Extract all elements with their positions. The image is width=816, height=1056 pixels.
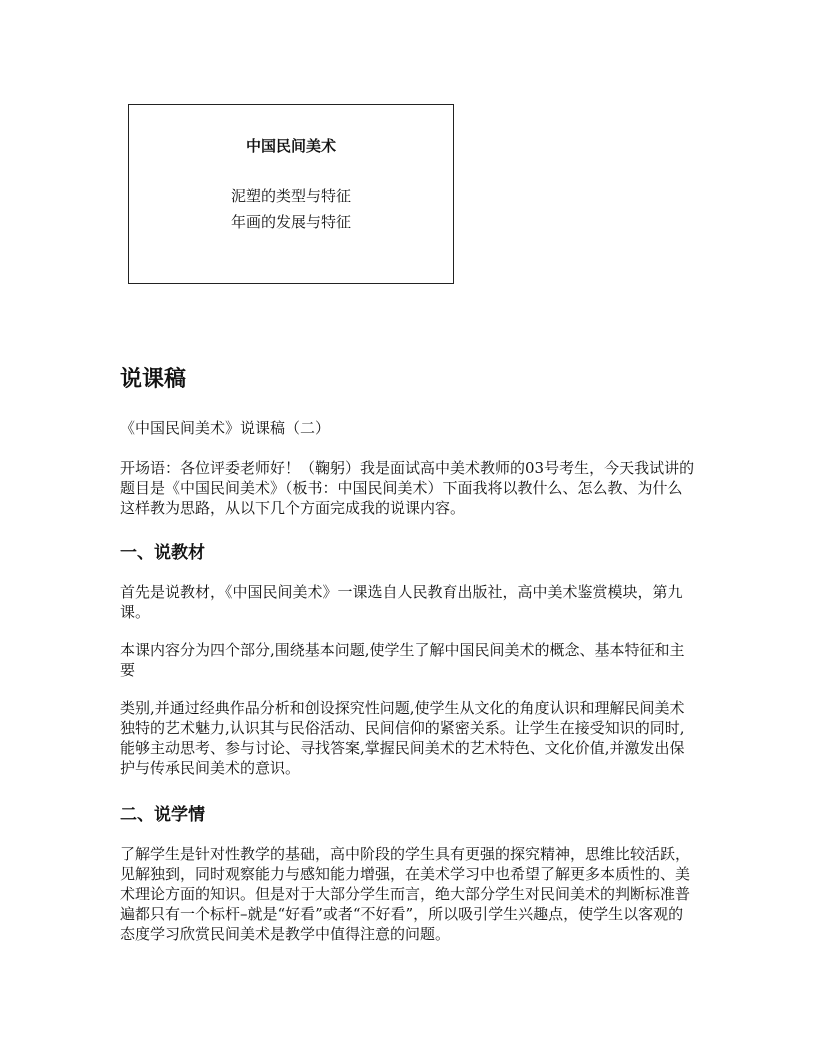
section-heading-learners: 二、说学情 [120, 805, 205, 825]
document-title: 说课稿 [120, 367, 187, 392]
opening-paragraph: 开场语：各位评委老师好！（鞠躬）我是面试高中美术教师的03号考生，今天我试讲的题目是《中国民间美术》（板书：中国民间美术）下面我将以教什么、怎么教、为什么这样教为思路，从以下几个方面完成我的说课内容。 [120, 459, 695, 517]
blackboard-summary-box [128, 104, 454, 284]
textbook-paragraph-1: 首先是说教材，《中国民间美术》一课选自人民教育出版社，高中美术鉴赏模块，第九课。 [120, 583, 683, 621]
board-title: 中国民间美术 [245, 137, 336, 155]
textbook-paragraph-2: 本课内容分为四个部分,围绕基本问题,使学生了解中国民间美术的概念、基本特征和主要 [120, 641, 685, 679]
learners-paragraph: 了解学生是针对性教学的基础，高中阶段的学生具有更强的探究精神，思维比较活跃，见解独到，同时观察能力与感知能力增强，在美术学习中也希望了解更多本质性的、美术理论方面的知识。但是对于大部分学生而言，绝大部分学生对民间美术的判断标准普遍都只有一个标杆–就是“好看”或者“不好看”，所以吸引学生兴趣点，使学生以客观的态度学习欣赏民间美术是教学中值得注意的问题。 [120, 845, 691, 943]
document-subtitle: 《中国民间美术》说课稿（二） [120, 419, 331, 437]
section-heading-textbook: 一、说教材 [120, 543, 205, 563]
board-line-clay-sculpture: 泥塑的类型与特征 [230, 187, 351, 205]
board-line-new-year-painting: 年画的发展与特征 [230, 213, 351, 231]
textbook-paragraph-3: 类别,并通过经典作品分析和创设探究性问题,使学生从文化的角度认识和理解民间美术独特的艺术魅力,认识其与民俗活动、民间信仰的紧密关系。让学生在接受知识的同时,能够主动思考、参与讨论、寻找答案,掌握民间美术的艺术特色、文化价值,并激发出保护与传承民间美术的意识。 [120, 699, 685, 777]
